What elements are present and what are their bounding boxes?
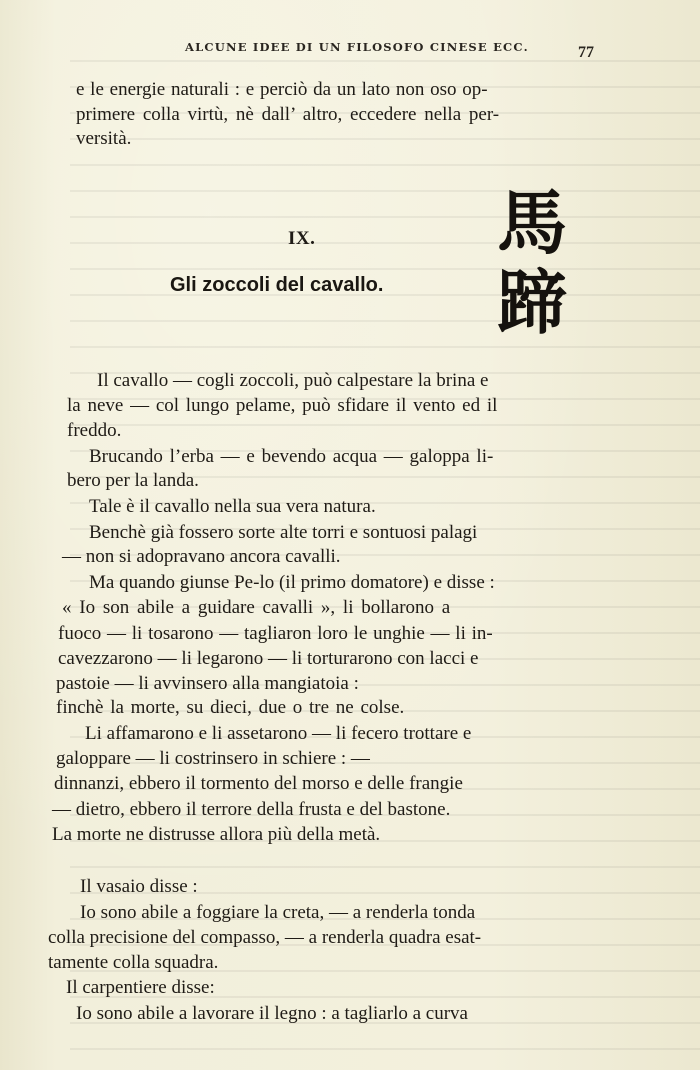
text-line: — non si adopravano ancora cavalli. (62, 546, 341, 567)
text-line: Io sono abile a lavorare il legno : a tagliarlo a curva (76, 1003, 468, 1024)
text-line: Benchè già fossero sorte alte torri e sontuosi palagi (89, 522, 478, 543)
text-line: Il carpentiere disse: (66, 977, 215, 998)
text-line: Il vasaio disse : (80, 876, 198, 897)
text-line: Brucando l’erba — e bevendo acqua — galoppa li- (89, 446, 494, 467)
text-line: fuoco — li tosarono — tagliaron loro le unghie — li in- (58, 623, 493, 644)
text-line: — dietro, ebbero il terrore della frusta e del bastone. (52, 799, 451, 820)
text-line: colla precisione del compasso, — a renderla quadra esat- (48, 927, 482, 948)
text-line: freddo. (67, 420, 122, 441)
text-line: La morte ne distrusse allora più della metà. (52, 824, 381, 845)
section-title: Gli zoccoli del cavallo. (170, 274, 384, 296)
chinese-title-char-hoof: 蹄 (497, 262, 567, 344)
text-line: Tale è il cavallo nella sua vera natura. (89, 496, 376, 517)
text-line: Io sono abile a foggiare la creta, — a renderla tonda (80, 902, 476, 923)
text-line: Il cavallo — cogli zoccoli, può calpestare la brina e (97, 370, 489, 391)
running-header: ALCUNE IDEE DI UN FILOSOFO CINESE ECC. (185, 40, 529, 54)
text-line: « Io son abile a guidare cavalli », li bollarono a (62, 597, 451, 618)
text-line: cavezzarono — li legarono — li torturarono con lacci e (58, 648, 479, 669)
text-line: tamente colla squadra. (48, 952, 219, 973)
section-number: IX. (288, 228, 316, 249)
text-line: galoppare — li costrinsero in schiere : — (56, 748, 370, 769)
text-line: e le energie naturali : e perciò da un lato non oso op- (76, 79, 488, 100)
text-line: finchè la morte, su dieci, due o tre ne colse. (56, 697, 405, 718)
text-line: pastoie — li avvinsero alla mangiatoia : (56, 673, 359, 694)
text-line: Ma quando giunse Pe-lo (il primo domatore) e disse : (89, 572, 495, 593)
page-number: 77 (578, 44, 594, 61)
text-line: primere colla virtù, nè dall’ altro, eccedere nella per- (76, 104, 500, 125)
text-line: dinnanzi, ebbero il tormento del morso e delle frangie (54, 773, 463, 794)
text-line: versità. (76, 128, 132, 149)
chinese-title-char-horse: 馬 (497, 182, 567, 264)
text-line: la neve — col lungo pelame, può sfidare il vento ed il (67, 395, 498, 416)
text-line: Li affamarono e li assetarono — li fecero trottare e (85, 723, 472, 744)
text-line: bero per la landa. (67, 470, 199, 491)
